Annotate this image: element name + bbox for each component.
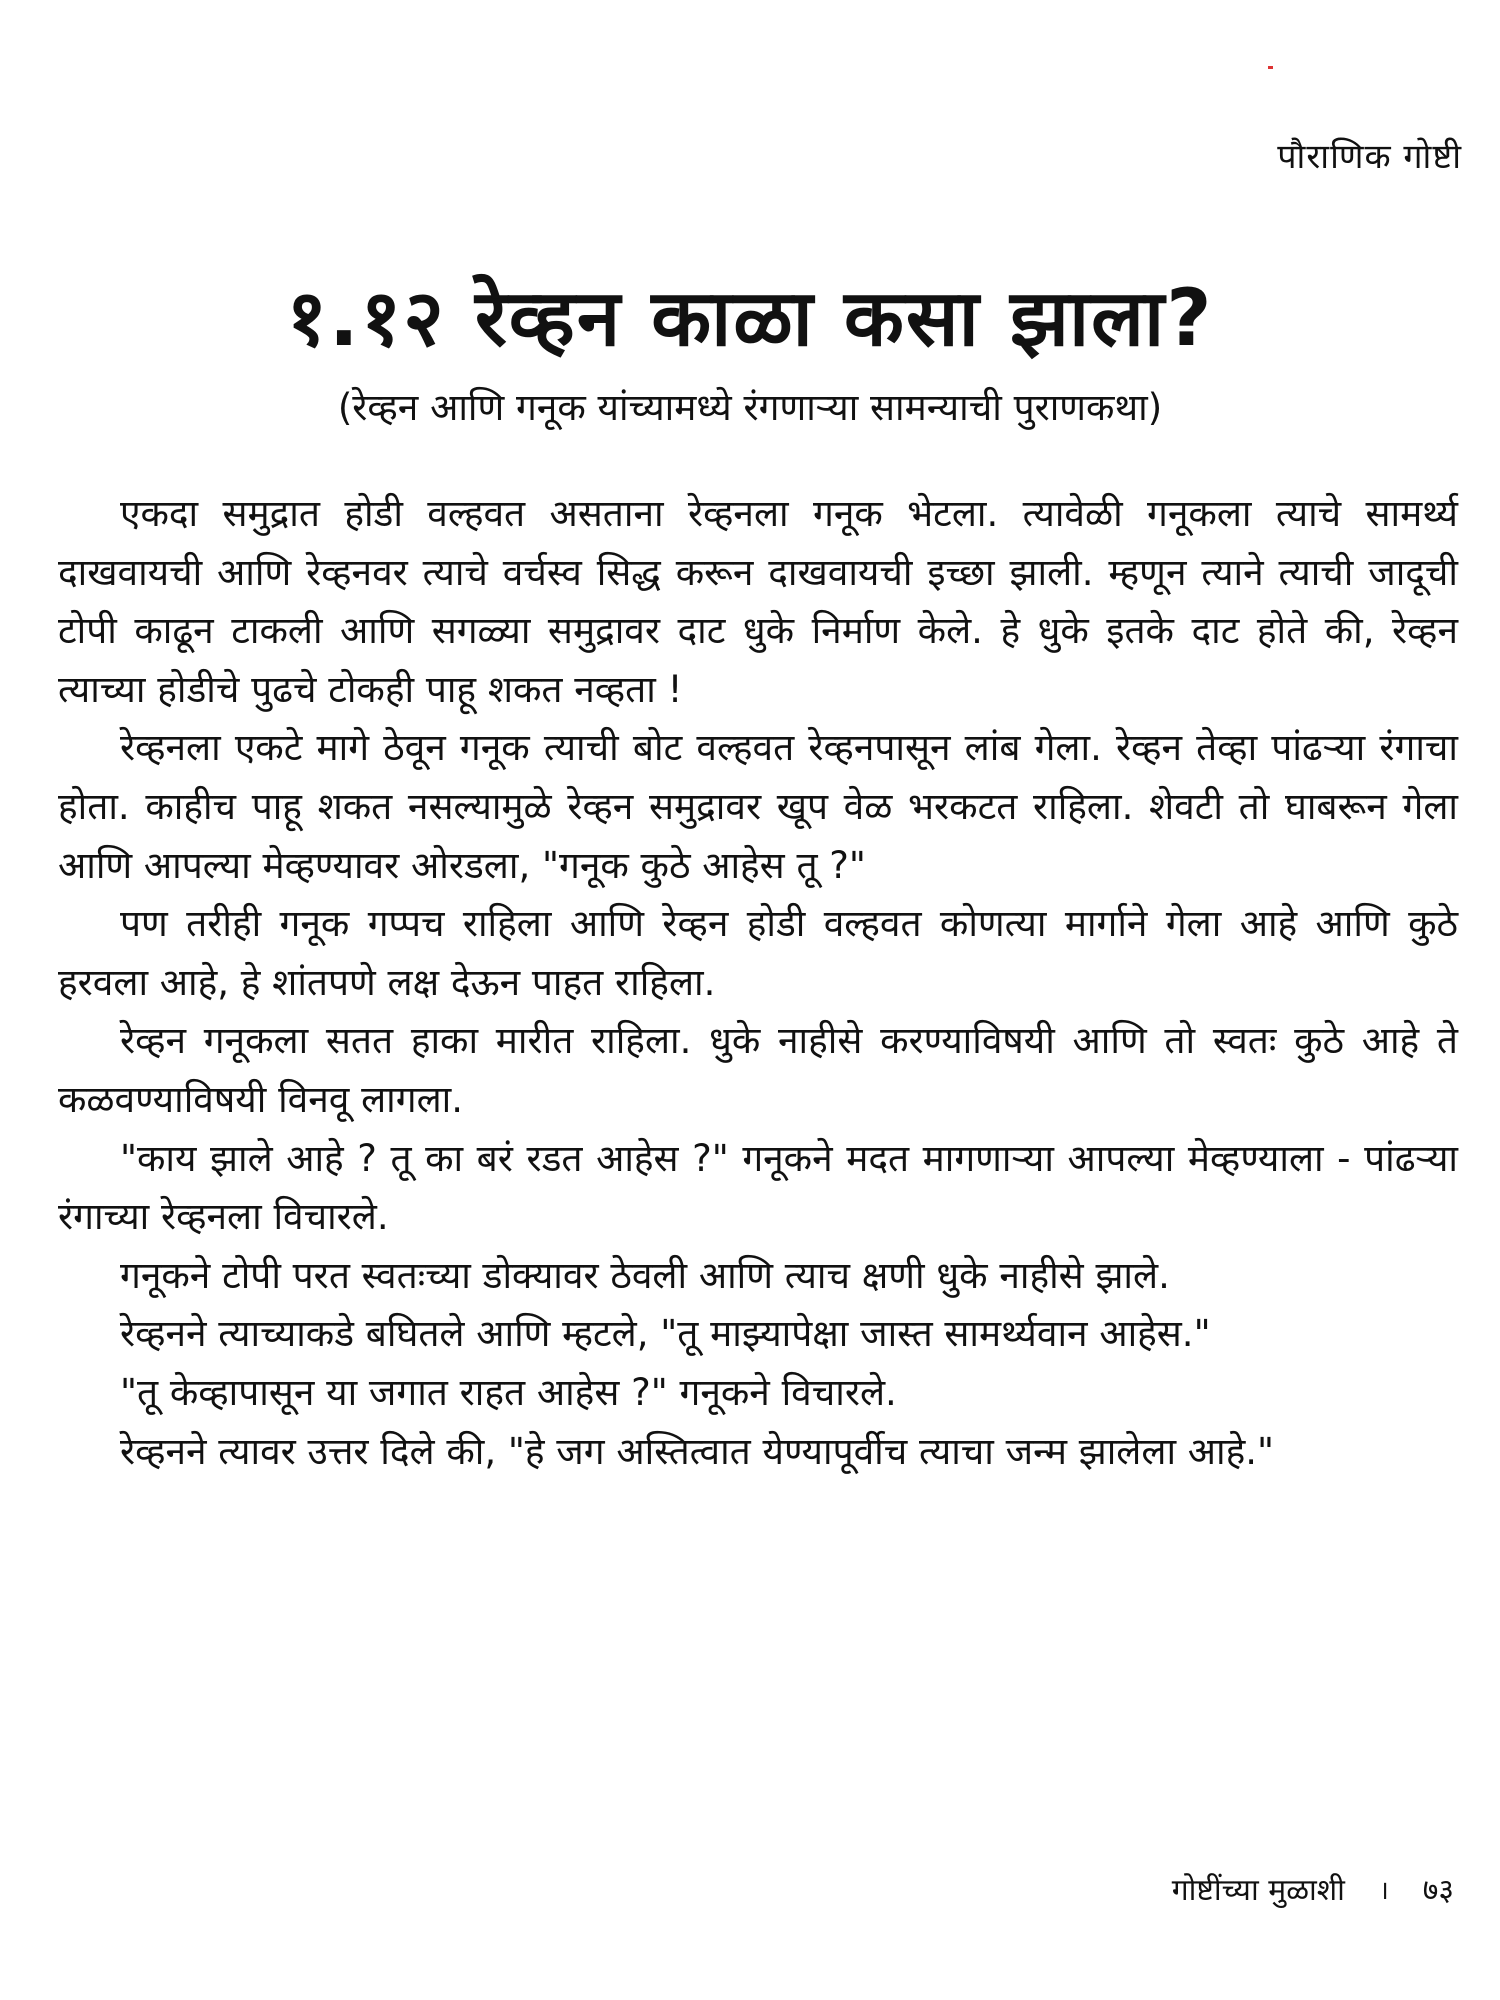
footer-book-title: गोष्टींच्या मुळाशी	[1171, 1873, 1345, 1908]
paragraph: रेव्हनने त्याच्याकडे बघितले आणि म्हटले, "तू माझ्यापेक्षा जास्त सामर्थ्यवान आहेस."	[120, 1312, 1211, 1356]
paragraph: एकदा समुद्रात होडी वल्हवत असताना रेव्हनला गनूक भेटला. त्यावेळी गनूकला त्याचे सामर्थ्य दाखवायची आणि रेव्हनवर त्याचे वर्चस्व सिद्ध करून दाखवायची इच्छा झाली. म्हणून त्याने त्याची जादूची टोपी काढून टाकली आणि सगळ्या समुद्रावर दाट धुके निर्माण केले. हे धुके इतके दाट होते की, रेव्हन त्याच्या होडीचे पुढचे टोकही पाहू शकत नव्हता !	[58, 492, 1458, 711]
chapter-subtitle: (रेव्हन आणि गनूक यांच्यामध्ये रंगणाऱ्या सामन्याची पुराणकथा)	[337, 386, 1163, 429]
footer-separator: ।	[1378, 1875, 1389, 1906]
paragraph: रेव्हनने त्यावर उत्तर दिले की, "हे जग अस्तित्वात येण्यापूर्वीच त्याचा जन्म झालेला आहे."	[120, 1429, 1275, 1473]
body-text	[58, 485, 1458, 1481]
paragraph: रेव्हनला एकटे मागे ठेवून गनूक त्याची बोट वल्हवत रेव्हनपासून लांब गेला. रेव्हन तेव्हा पांढऱ्या रंगाचा होता. काहीच पाहू शकत नसल्यामुळे रेव्हन समुद्रावर खूप वेळ भरकटत राहिला. शेवटी तो घाबरून गेला आणि आपल्या मेव्हण्यावर ओरडला, "गनूक कुठे आहेस तू ?"	[58, 726, 1458, 887]
paragraph: "तू केव्हापासून या जगात राहत आहेस ?" गनूकने विचारले.	[120, 1370, 897, 1414]
page-number: ७३	[1422, 1873, 1454, 1908]
paragraph: "काय झाले आहे ? तू का बरं रडत आहेस ?" गनूकने मदत मागणाऱ्या आपल्या मेव्हण्याला - पांढऱ्या रंगाच्या रेव्हनला विचारले.	[58, 1136, 1458, 1239]
running-header: पौराणिक गोष्टी	[1277, 137, 1462, 177]
paragraph: पण तरीही गनूक गप्पच राहिला आणि रेव्हन होडी वल्हवत कोणत्या मार्गाने गेला आहे आणि कुठे हरवला आहे, हे शांतपणे लक्ष देऊन पाहत राहिला.	[58, 902, 1458, 1004]
paragraph: रेव्हन गनूकला सतत हाका मारीत राहिला. धुके नाहीसे करण्याविषयी आणि तो स्वतः कुठे आहे ते कळवण्याविषयी विनवू लागला.	[58, 1019, 1458, 1121]
page-footer	[1172, 1868, 1454, 1909]
print-speck	[1268, 66, 1273, 69]
paragraph: गनूकने टोपी परत स्वतःच्या डोक्यावर ठेवली आणि त्याच क्षणी धुके नाहीसे झाले.	[120, 1253, 1170, 1297]
chapter-title: १.१२ रेव्हन काळा कसा झाला?	[286, 274, 1214, 364]
